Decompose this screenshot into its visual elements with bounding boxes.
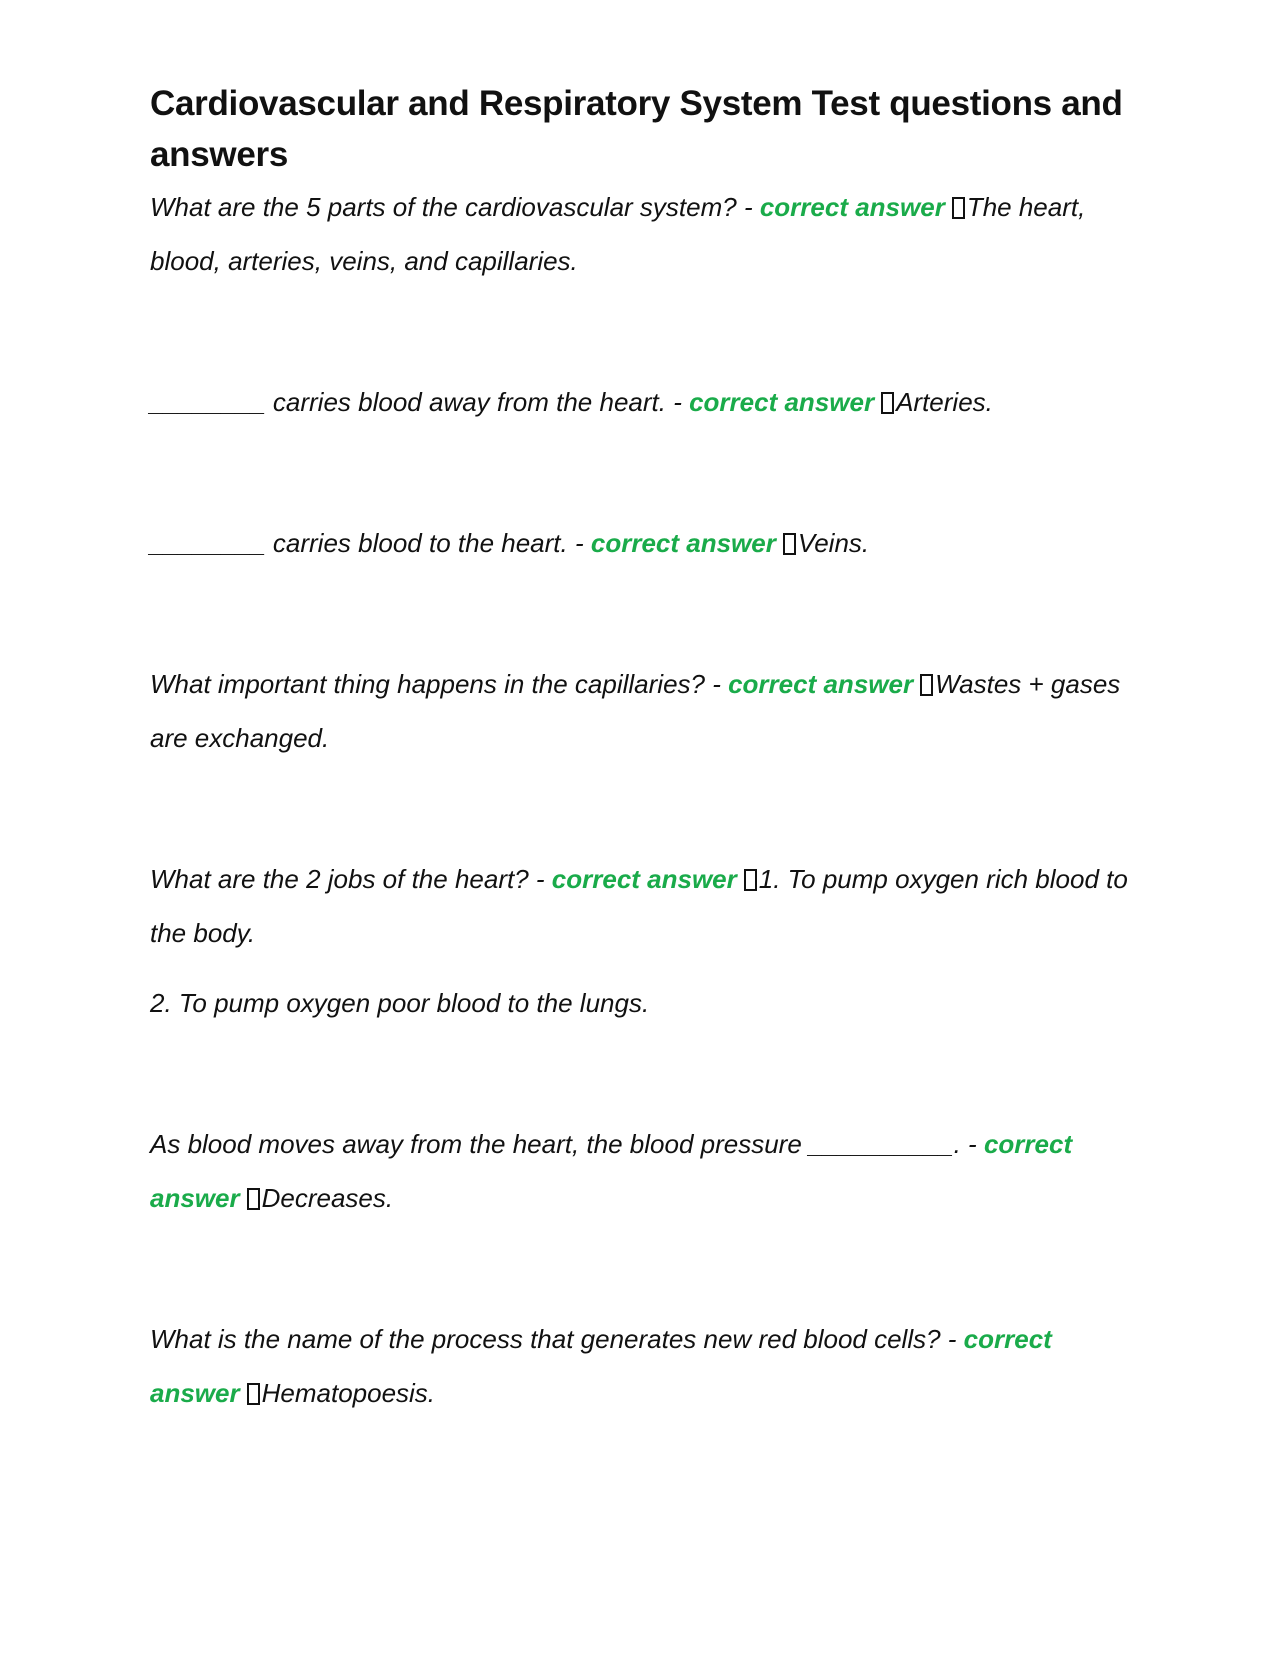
question-text: ________ carries blood away from the heart. - — [150, 387, 690, 417]
qa-item — [150, 180, 1130, 288]
question-text: What important thing happens in the capillaries? - — [150, 669, 729, 699]
answer-text: 1. To pump oxygen rich blood to the body. — [150, 864, 1128, 948]
answer-continuation: 2. To pump oxygen poor blood to the lungs. — [150, 988, 650, 1018]
document-page — [150, 78, 1130, 1420]
answer-label: correct answer — [689, 387, 875, 417]
answer-text: Wastes + gases are exchanged. — [150, 669, 1121, 753]
question-text: What are the 5 parts of the cardiovascular system? - — [150, 192, 760, 222]
answer-text: The heart, blood, arteries, veins, and capillaries. — [150, 192, 1086, 276]
question-text: What are the 2 jobs of the heart? - — [150, 864, 552, 894]
answer-label: correct answer — [150, 1129, 1073, 1213]
question-text: What is the name of the process that generates new red blood cells? - — [150, 1324, 964, 1354]
qa-item — [150, 375, 1130, 429]
question-text: As blood moves away from the heart, the blood pressure __________. - — [150, 1129, 984, 1159]
checkbox-glyph-icon — [881, 392, 894, 414]
answer-label: correct answer — [590, 528, 776, 558]
qa-item — [150, 852, 1130, 960]
qa-item — [150, 1117, 1130, 1225]
answer-label: correct answer — [551, 864, 737, 894]
checkbox-glyph-icon — [744, 869, 757, 891]
answer-label: correct answer — [759, 192, 945, 222]
qa-item — [150, 1312, 1130, 1420]
answer-text: Veins. — [797, 528, 870, 558]
answer-label: correct answer — [728, 669, 914, 699]
checkbox-glyph-icon — [920, 674, 933, 696]
qa-item — [150, 516, 1130, 570]
answer-label: correct answer — [150, 1324, 1052, 1408]
checkbox-glyph-icon — [952, 197, 965, 219]
answer-text: Decreases. — [261, 1183, 394, 1213]
question-text: ________ carries blood to the heart. - — [150, 528, 591, 558]
checkbox-glyph-icon — [247, 1188, 260, 1210]
document-title: Cardiovascular and Respiratory System Test questions and answers — [150, 84, 1123, 174]
answer-text: Hematopoesis. — [261, 1378, 436, 1408]
checkbox-glyph-icon — [783, 533, 796, 555]
qa-item — [150, 657, 1130, 765]
answer-text: Arteries. — [896, 387, 993, 417]
checkbox-glyph-icon — [247, 1383, 260, 1405]
